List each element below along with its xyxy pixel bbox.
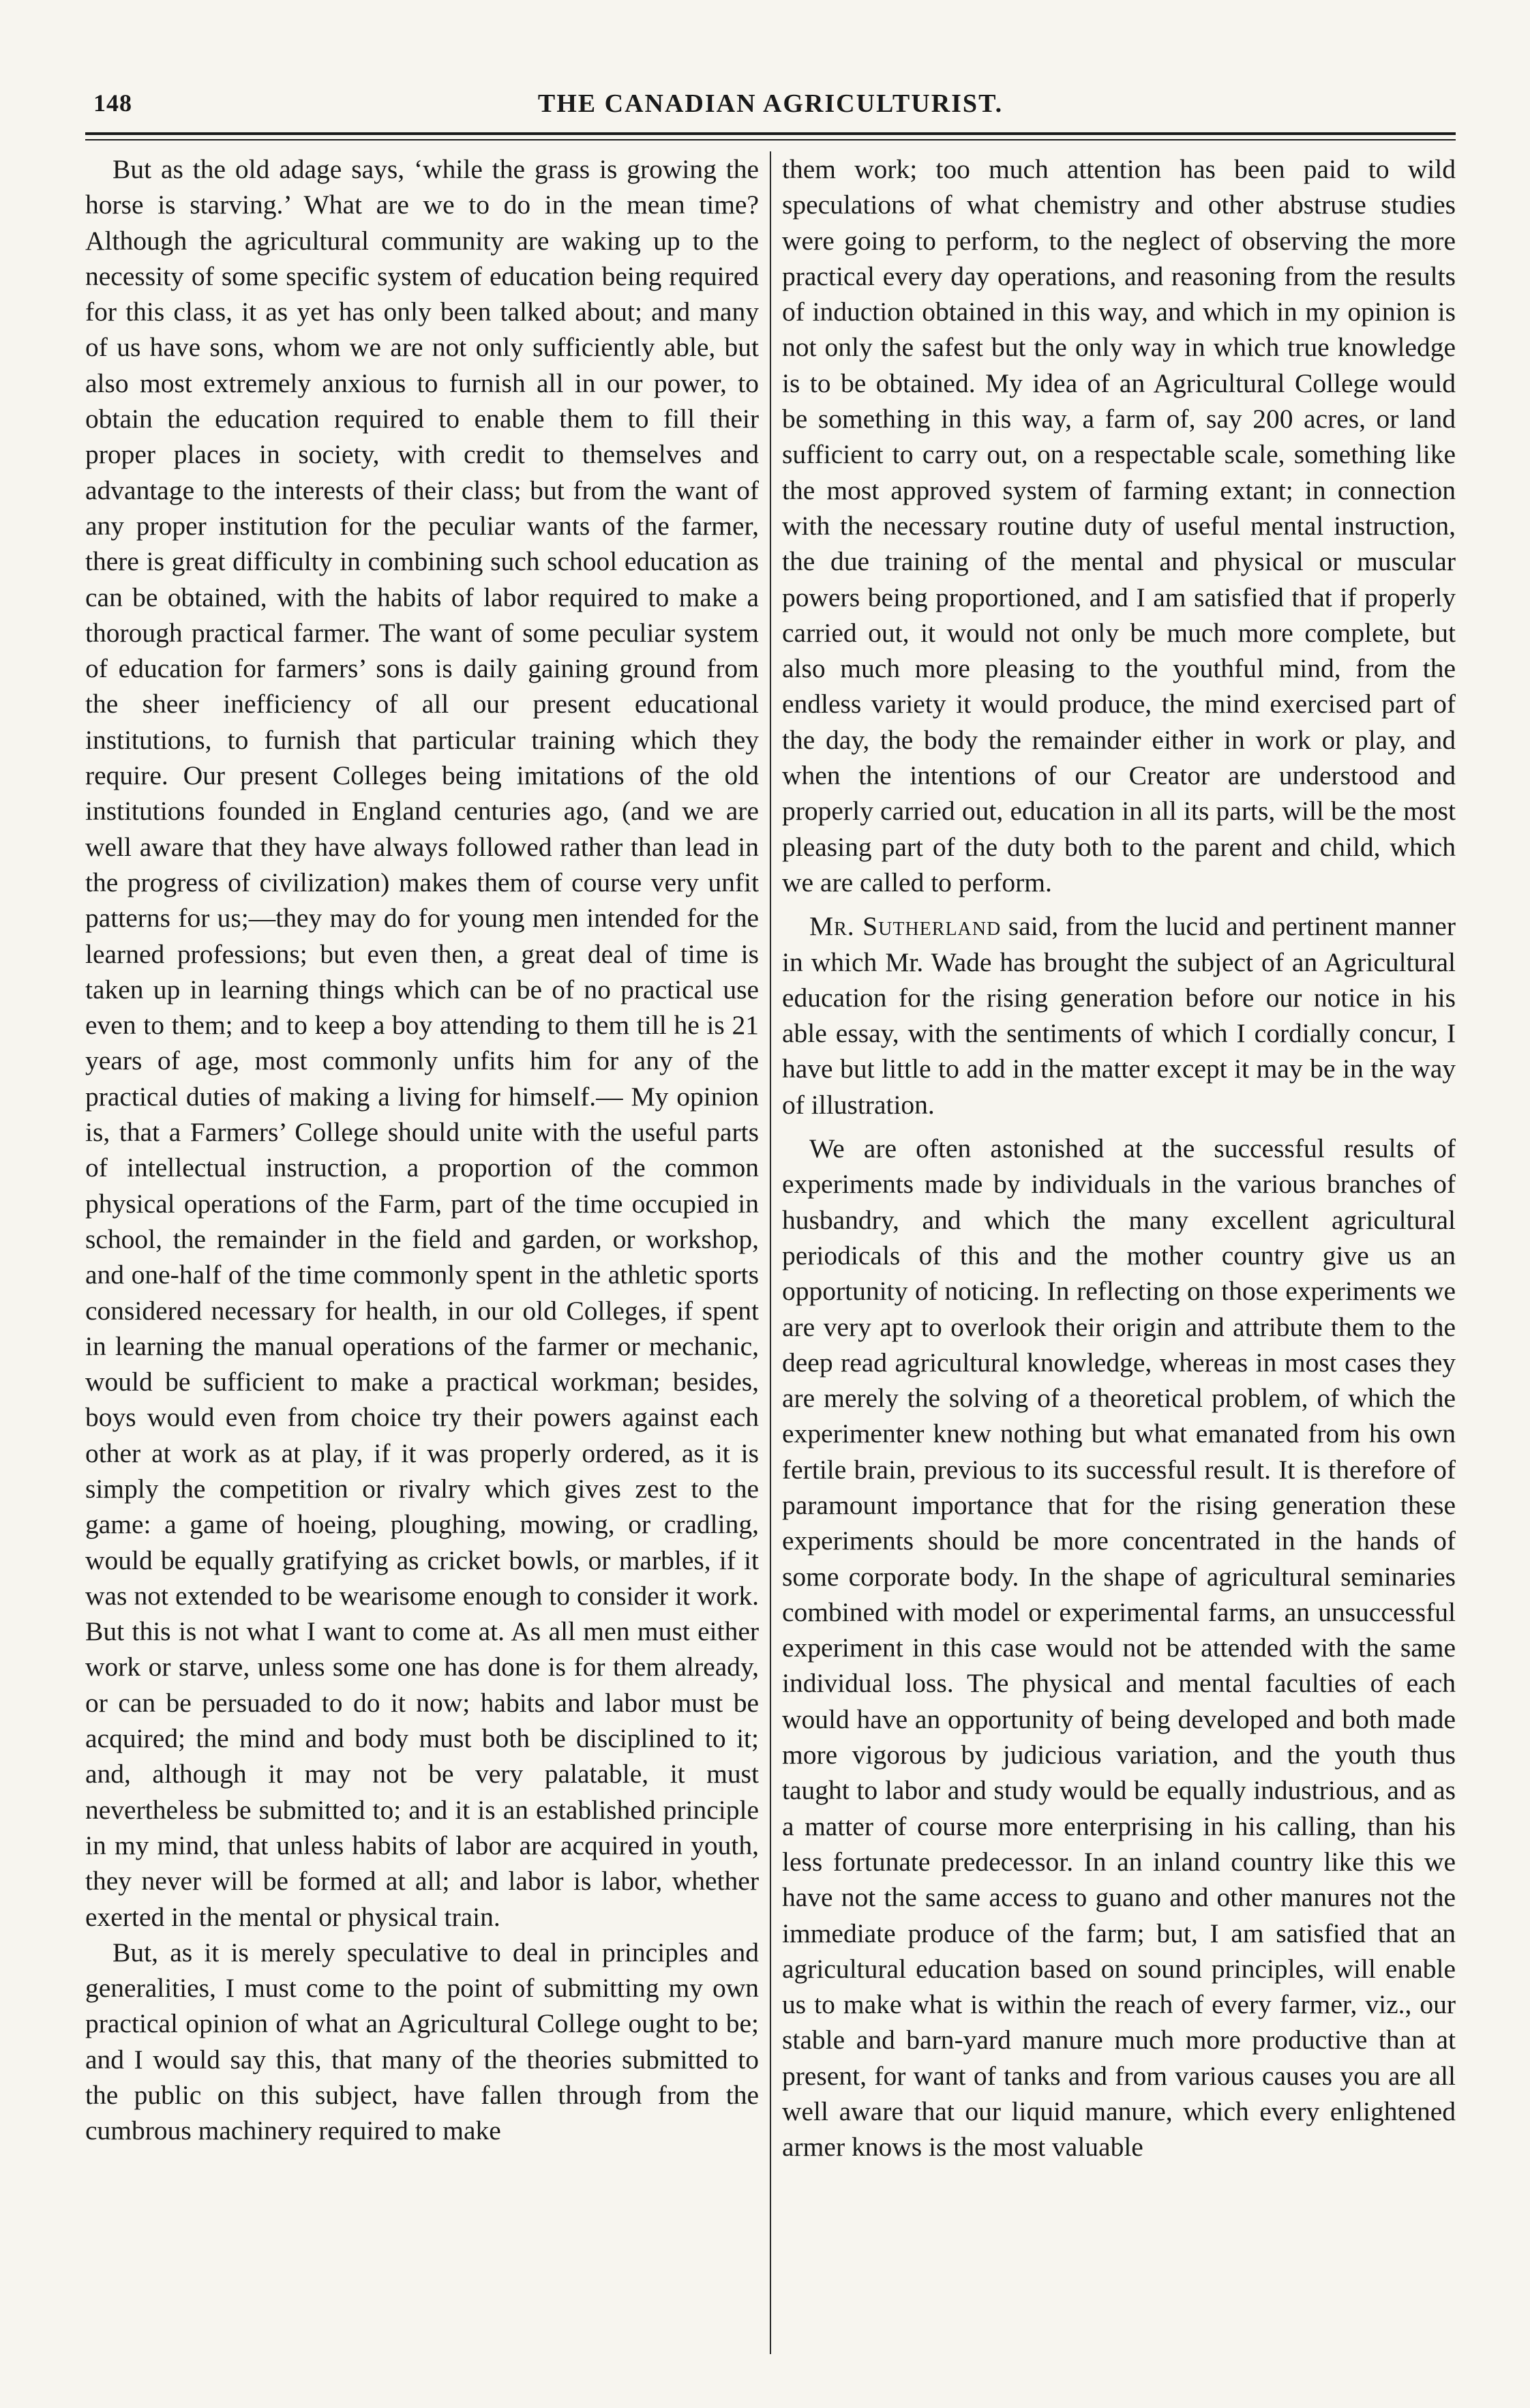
newspaper-page bbox=[85, 89, 1456, 2360]
page-number: 148 bbox=[93, 89, 132, 117]
header-rule-thin bbox=[85, 139, 1456, 140]
left-column bbox=[85, 151, 759, 2354]
header-rule-thick bbox=[85, 132, 1456, 135]
left-paragraph-2: But, as it is merely speculative to deal in principles and generalities, I must come to the point of submitting my own practical opinion of what an Agricultural College ought to be; and I would say this, that many of the theories submitted to the public on this subject, have fallen through from the cumbrous machinery required to make bbox=[85, 1937, 759, 2146]
column-divider bbox=[770, 151, 771, 2354]
right-column bbox=[782, 151, 1456, 2354]
running-title: THE CANADIAN AGRICULTURIST. bbox=[537, 89, 1004, 118]
speaker-name: Mr. Sutherland bbox=[809, 911, 1002, 942]
right-paragraph-2 bbox=[782, 908, 1456, 1123]
right-paragraph-3: We are often astonished at the successful results of experiments made by individuals in the various branches of husbandry, and which the many excellent agricultural periodicals of this and the mother country give us an opportunity of noticing. In reflecting on those experiments we are very apt to overlook their origin and attribute them to the deep read agricultural knowledge, whereas in most cases they are merely the solving of a theoretical problem, of which the experimenter knew nothing but what emanated from his own fertile brain, previous to its successful result. It is therefore of paramount importance that for the rising generation these experiments should be more concentrated in the hands of some corporate body. In the shape of agricultural seminaries combined with model or experimental farms, an unsuccessful experiment in this case would not be attended with the same individual loss. The physical and mental faculties of each would have an opportunity of being developed and both made more vigorous by judicious variation, and the youth thus taught to labor and study would be equally industrious, and as a matter of course more enterprising in his calling, than his less fortunate predecessor. In an inland country like this we have not the same access to guano and other manures not the immediate produce of the farm; but, I am satisfied that an agricultural education based on sound principles, will enable us to make what is within the reach of every farmer, viz., our stable and barn-yard manure much more productive than at present, for want of tanks and from various causes you are all well aware that our liquid manure, which every enlightened armer knows is the most valuable bbox=[782, 1133, 1456, 2162]
text-columns bbox=[85, 151, 1456, 2354]
left-paragraph-1: But as the old adage says, ‘while the grass is growing the horse is starving.’ What are we to do in the mean time? Although the agricultural community are waking up to the necessity of some specific system of education being required for this class, it as yet has only been talked about; and many of us have sons, whom we are not only sufficiently able, but also most extremely anxious to furnish all in our power, to obtain the education required to enable them to fill their proper places in society, with credit to themselves and advantage to the interests of their class; but from the want of any proper institution for the peculiar wants of the farmer, there is great difficulty in combining such school education as can be obtained, with the habits of labor required to make a thorough practical farmer. The want of some peculiar system of education for farmers’ sons is daily gaining ground from the sheer inefficiency of all our present educational institutions, to furnish that particular training which they require. Our present Colleges being imitations of the old institutions founded in England centuries ago, (and we are well aware that they have always followed rather than lead in the progress of civilization) makes them of course very unfit patterns for us;—they may do for young men intended for the learned professions; but even then, a great deal of time is taken up in learning things which can be of no practical use even to them; and to keep a boy attending to them till he is 21 years of age, most commonly unfits him for any of the practical duties of making a living for himself.— My opinion is, that a Farmers’ College should unite with the useful parts of intellectual instruction, a proportion of the common physical operations of the Farm, part of the time occupied in school, the remainder in the field and garden, or workshop, and one-half of the time commonly spent in the athletic sports considered necessary for health, in our old Colleges, if spent in learning the manual operations of the farmer or mechanic, would be sufficient to make a practical workman; besides, boys would even from choice try their powers against each other at work as at play, if it was properly ordered, as it is simply the competition or rivalry which gives zest to the game: a game of hoeing, ploughing, mowing, or cradling, would be equally gratifying as cricket bowls, or marbles, if it was not extended to be wearisome enough to consider it work. But this is not what I want to come at. As all men must either work or starve, unless some one has done is for them already, or can be persuaded to do it now; habits and labor must be acquired; the mind and body must both be disciplined to it; and, although it may not be very palatable, it must nevertheless be submitted to; and it is an established principle in my mind, that unless habits of labor are acquired in youth, they never will be formed at all; and labor is labor, whether exerted in the mental or physical train. bbox=[85, 154, 759, 1932]
right-paragraph-1: them work; too much attention has been paid to wild speculations of what chemistry and other abstruse studies were going to perform, to the neglect of observing the more practical every day operations, and reasoning from the results of induction obtained in this way, and which in my opinion is not only the safest but the only way in which true knowledge is to be obtained. My idea of an Agricultural College would be something in this way, a farm of, say 200 acres, or land sufficient to carry out, on a respectable scale, something like the most approved system of farming extant; in connection with the necessary routine duty of useful mental instruction, the due training of the mental and physical or muscular powers being proportioned, and I am satisfied that if properly carried out, it would not only be much more complete, but also much more pleasing to the youthful mind, from the endless variety it would produce, the mind exercised part of the day, the body the remainder either in work or play, and when the intentions of our Creator are understood and properly carried out, education in all its parts, will be the most pleasing part of the duty both to the parent and child, which we are called to perform. bbox=[782, 154, 1456, 897]
page-header bbox=[85, 89, 1456, 128]
right-paragraph-2-text: said, from the lucid and pertinent manner in which Mr. Wade has brought the subject of an Agricultural education for the rising generation before our notice in his able essay, with the sentiments of which I cordially concur, I have but little to add in the matter except it may be in the way of illustration. bbox=[782, 911, 1456, 1120]
